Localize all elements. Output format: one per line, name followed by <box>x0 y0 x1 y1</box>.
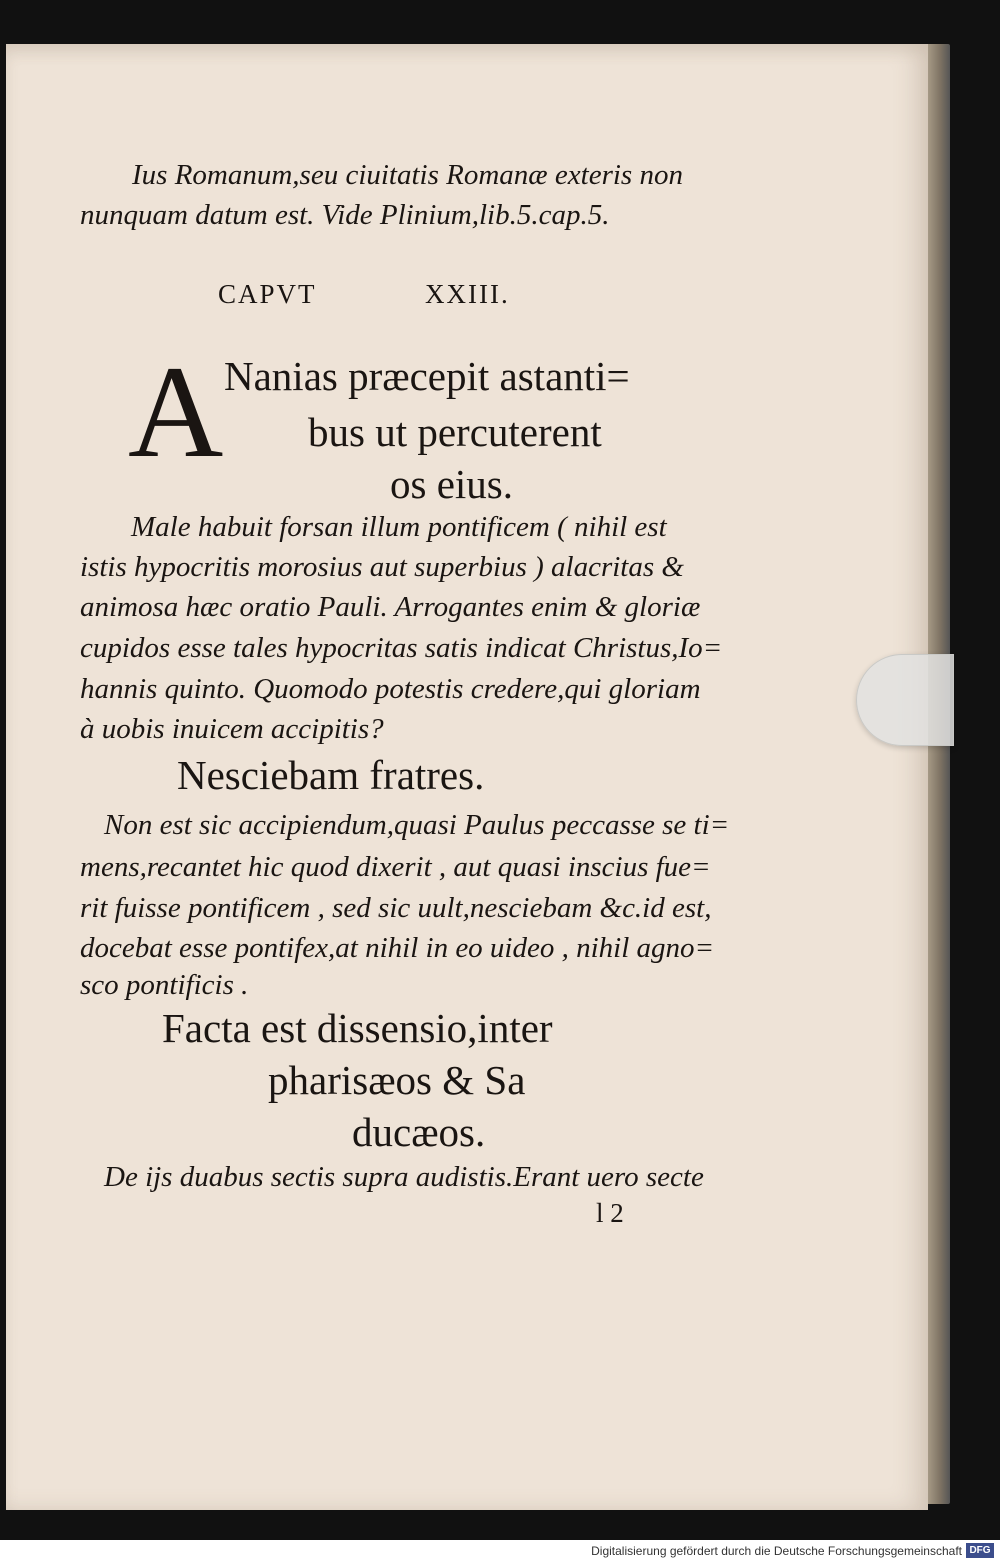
chapter-heading-caput: CAPVT <box>218 279 317 309</box>
lemma-line: os eius. <box>390 461 513 507</box>
chapter-heading-number: XXIII. <box>425 279 510 309</box>
bookmark-tab <box>856 654 954 746</box>
text-line: Non est sic accipiendum,quasi Paulus peccasse se ti= <box>104 809 730 841</box>
footer-credit: Digitalisierung gefördert durch die Deutsche Forschungsgemeinschaft <box>591 1544 962 1558</box>
text-line: sco pontificis . <box>80 969 249 1001</box>
lemma-line: Nesciebam fratres. <box>177 752 485 798</box>
text-line: Male habuit forsan illum pontificem ( nihil est <box>131 511 667 543</box>
lemma-line: Nanias præcepit astanti= <box>224 353 630 399</box>
text-line: istis hypocritis morosius aut superbius ) alacritas & <box>80 551 684 583</box>
text-line: mens,recantet hic quod dixerit , aut quasi inscius fue= <box>80 851 711 883</box>
lemma-line: pharisæos & Sa <box>268 1057 526 1103</box>
text-line: rit fuisse pontificem , sed sic uult,nesciebam &c.id est, <box>80 892 712 924</box>
text-line: De ijs duabus sectis supra audistis.Erant uero secte <box>104 1161 704 1193</box>
dfg-logo-icon: DFG <box>966 1543 994 1558</box>
text-line: animosa hæc oratio Pauli. Arrogantes enim & gloriæ <box>80 591 701 623</box>
drop-cap: A <box>128 338 224 485</box>
text-line: nunquam datum est. Vide Plinium,lib.5.cap.5. <box>80 199 610 231</box>
footer-bar <box>0 1540 1000 1563</box>
text-line: Ius Romanum,seu ciuitatis Romanæ exteris non <box>132 159 683 191</box>
text-line: à uobis inuicem accipitis? <box>80 713 384 745</box>
signature-mark: l 2 <box>596 1198 624 1228</box>
lemma-line: Facta est dissensio,inter <box>162 1005 553 1051</box>
text-line: docebat esse pontifex,at nihil in eo uideo , nihil agno= <box>80 932 715 964</box>
text-line: cupidos esse tales hypocritas satis indicat Christus,Io= <box>80 632 723 664</box>
lemma-line: bus ut percuterent <box>308 409 602 455</box>
text-line: hannis quinto. Quomodo potestis credere,qui gloriam <box>80 673 701 705</box>
lemma-line: ducæos. <box>352 1109 486 1155</box>
